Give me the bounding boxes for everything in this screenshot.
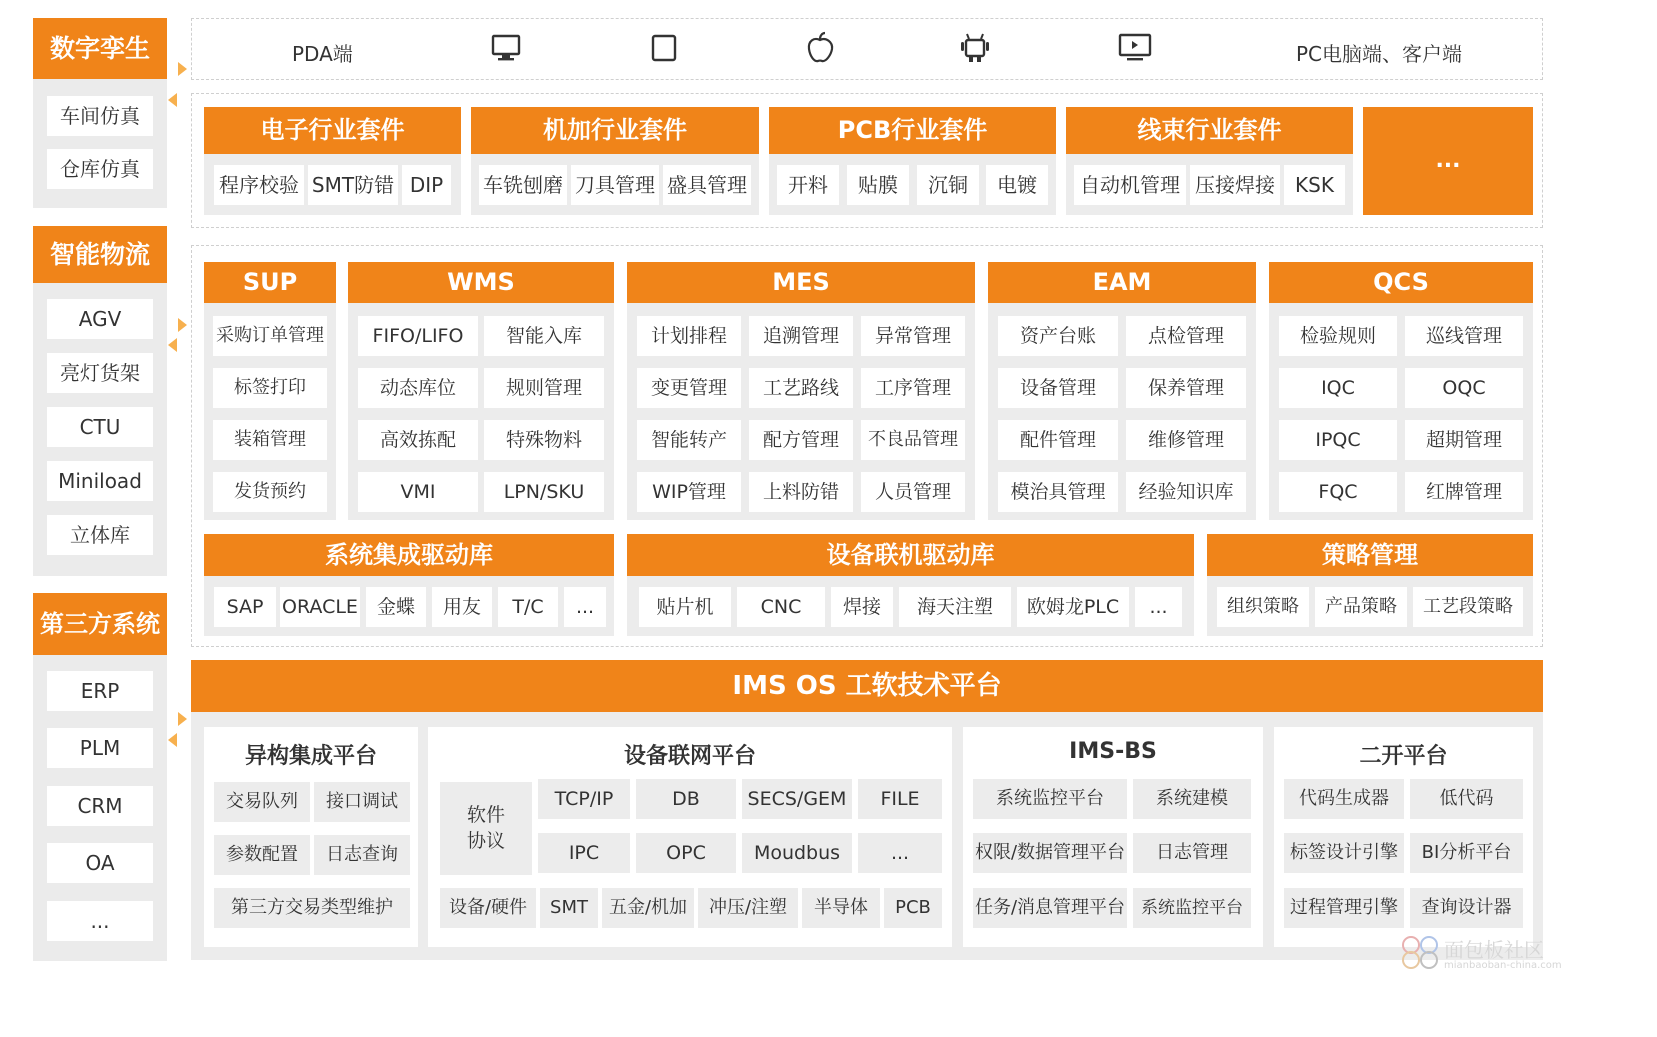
hardware-item: 五金/机加 xyxy=(602,888,694,928)
dev-item: 查询设计器 xyxy=(1410,888,1523,928)
logistics-item: 立体库 xyxy=(47,515,153,555)
pda-label: PDA端 xyxy=(292,42,353,66)
logistics-item: CTU xyxy=(47,407,153,447)
driver-system-integration xyxy=(204,534,614,636)
driver-item: ... xyxy=(564,587,606,627)
hardware-item: SMT xyxy=(540,888,598,928)
module-item: 高效拣配 xyxy=(358,420,478,460)
driver-item: 用友 xyxy=(432,587,492,627)
module-item: IPQC xyxy=(1279,420,1397,460)
protocol-item: SECS/GEM xyxy=(742,779,852,819)
protocol-item: Moudbus xyxy=(742,833,852,873)
module-item: 配件管理 xyxy=(998,420,1118,460)
driver-item: 金蝶 xyxy=(366,587,426,627)
kit-item: 自动机管理 xyxy=(1074,165,1186,205)
module-item: 工艺路线 xyxy=(749,368,853,408)
protocol-item: DB xyxy=(636,779,736,819)
driver-item: ... xyxy=(1135,587,1182,627)
dev-item: BI分析平台 xyxy=(1410,833,1523,873)
kit-item: 车铣刨磨 xyxy=(479,165,567,205)
module-item: 智能入库 xyxy=(484,316,604,356)
module-item: FIFO/LIFO xyxy=(358,316,478,356)
module-item: 追溯管理 xyxy=(749,316,853,356)
protocol-item: IPC xyxy=(538,833,630,873)
module-item: 超期管理 xyxy=(1405,420,1523,460)
module-title: QCS xyxy=(1269,262,1533,303)
kit-item: 刀具管理 xyxy=(571,165,659,205)
kit-item: 程序校验 xyxy=(214,165,304,205)
ims-bs-item: 系统监控平台 xyxy=(973,779,1127,819)
driver-item: T/C xyxy=(498,587,558,627)
module-item: 工序管理 xyxy=(861,368,965,408)
module-sup xyxy=(204,262,336,520)
tv-icon xyxy=(1117,32,1153,64)
arrow-right-icon xyxy=(178,62,187,76)
module-item: 计划排程 xyxy=(637,316,741,356)
digital-twin-item: 仓库仿真 xyxy=(47,149,153,189)
third-party-item: ... xyxy=(47,901,153,941)
apple-icon xyxy=(805,31,835,65)
logistics-item: Miniload xyxy=(47,461,153,501)
third-party-item: ERP xyxy=(47,671,153,711)
driver-item: ORACLE xyxy=(280,587,360,627)
module-item: 经验知识库 xyxy=(1126,472,1246,512)
hardware-item: 半导体 xyxy=(802,888,880,928)
module-item: 资产台账 xyxy=(998,316,1118,356)
ims-bs-item: 任务/消息管理平台 xyxy=(973,888,1127,928)
module-item: 模治具管理 xyxy=(998,472,1118,512)
module-item: FQC xyxy=(1279,472,1397,512)
logistics-panel xyxy=(33,226,167,576)
kit-item: KSK xyxy=(1284,165,1345,205)
module-item: 装箱管理 xyxy=(213,420,327,460)
module-item: 发货预约 xyxy=(213,472,327,512)
third-party-panel xyxy=(33,593,167,961)
module-item: 动态库位 xyxy=(358,368,478,408)
module-item: 巡线管理 xyxy=(1405,316,1523,356)
ims-bs-platform xyxy=(963,727,1263,947)
hetero-platform xyxy=(204,727,418,947)
driver-item: 工艺段策略 xyxy=(1413,587,1523,627)
module-mes xyxy=(627,262,975,520)
module-item: 异常管理 xyxy=(861,316,965,356)
driver-item: 焊接 xyxy=(831,587,893,627)
kit-item: 开料 xyxy=(777,165,839,205)
module-item: 人员管理 xyxy=(861,472,965,512)
module-title: EAM xyxy=(988,262,1256,303)
module-item: 采购订单管理 xyxy=(213,316,327,356)
module-item: 规则管理 xyxy=(484,368,604,408)
driver-strategy xyxy=(1207,534,1533,636)
driver-item: 欧姆龙PLC xyxy=(1017,587,1129,627)
hetero-item: 日志查询 xyxy=(314,835,410,875)
arrow-left-icon xyxy=(168,338,177,352)
driver-device-connection xyxy=(627,534,1194,636)
digital-twin-panel xyxy=(33,18,167,208)
iot-title: 设备联网平台 xyxy=(623,744,756,769)
driver-item: 海天注塑 xyxy=(899,587,1011,627)
kit-item: SMT防错 xyxy=(308,165,398,205)
hardware-item: 设备/硬件 xyxy=(440,888,536,928)
module-item: 红牌管理 xyxy=(1405,472,1523,512)
hetero-item: 接口调试 xyxy=(314,782,410,822)
kit-title: PCB行业套件 xyxy=(769,107,1056,154)
kit-electronics xyxy=(204,107,461,215)
module-wms xyxy=(348,262,614,520)
kit-item: 盛具管理 xyxy=(663,165,751,205)
module-qcs xyxy=(1269,262,1533,520)
kit-title: 电子行业套件 xyxy=(204,107,461,154)
watermark-text: 面包板社区 xyxy=(1444,938,1544,962)
pc-client-label: PC电脑端、客户端 xyxy=(1296,42,1463,66)
watermark-sub: mianbaoban-china.com xyxy=(1444,960,1562,971)
ims-bs-title: IMS-BS xyxy=(1069,739,1157,764)
module-title: SUP xyxy=(204,262,336,303)
digital-twin-title: 数字孪生 xyxy=(33,18,167,79)
protocol-item: OPC xyxy=(636,833,736,873)
driver-item: CNC xyxy=(737,587,825,627)
digital-twin-item: 车间仿真 xyxy=(47,96,153,136)
driver-item: SAP xyxy=(214,587,276,627)
hetero-item: 交易队列 xyxy=(214,782,310,822)
dev-title: 二开平台 xyxy=(1359,744,1448,769)
dev-platform xyxy=(1274,727,1533,947)
watermark-logo-icon xyxy=(1398,932,1442,972)
kit-pcb xyxy=(769,107,1056,215)
module-item: 维修管理 xyxy=(1126,420,1246,460)
arrow-right-icon xyxy=(178,712,187,726)
kit-item: 压接焊接 xyxy=(1190,165,1280,205)
kit-item: 贴膜 xyxy=(847,165,909,205)
module-item: OQC xyxy=(1405,368,1523,408)
kit-item: 沉铜 xyxy=(917,165,979,205)
module-item: VMI xyxy=(358,472,478,512)
kit-harness xyxy=(1066,107,1353,215)
hetero-item: 参数配置 xyxy=(214,835,310,875)
ims-bs-item: 日志管理 xyxy=(1133,833,1251,873)
kit-machining xyxy=(471,107,759,215)
kit-item: DIP xyxy=(402,165,451,205)
module-item: 特殊物料 xyxy=(484,420,604,460)
platform-title: IMS OS 工软技术平台 xyxy=(191,660,1543,712)
dev-item: 低代码 xyxy=(1410,779,1523,819)
module-title: MES xyxy=(627,262,975,303)
protocol-label: 软件 协议 xyxy=(440,782,532,875)
ims-bs-item: 系统监控平台 xyxy=(1133,888,1251,928)
arrow-left-icon xyxy=(168,733,177,747)
hetero-item: 第三方交易类型维护 xyxy=(214,888,410,928)
module-item: 变更管理 xyxy=(637,368,741,408)
third-party-item: OA xyxy=(47,843,153,883)
dev-item: 标签设计引擎 xyxy=(1284,833,1404,873)
protocol-item: FILE xyxy=(858,779,942,819)
module-item: 标签打印 xyxy=(213,368,327,408)
logistics-title: 智能物流 xyxy=(33,226,167,283)
module-item: 设备管理 xyxy=(998,368,1118,408)
logistics-item: AGV xyxy=(47,299,153,339)
kit-title: 线束行业套件 xyxy=(1066,107,1353,154)
third-party-item: PLM xyxy=(47,728,153,768)
driver-title: 策略管理 xyxy=(1207,534,1533,576)
module-item: 不良品管理 xyxy=(861,420,965,460)
module-item: IQC xyxy=(1279,368,1397,408)
kit-more: ... xyxy=(1363,107,1533,215)
iot-platform xyxy=(428,727,952,947)
third-party-title: 第三方系统 xyxy=(33,593,167,655)
android-icon xyxy=(960,30,990,66)
driver-title: 系统集成驱动库 xyxy=(204,534,614,576)
driver-title: 设备联机驱动库 xyxy=(627,534,1194,576)
hetero-title: 异构集成平台 xyxy=(244,744,377,769)
module-item: 保养管理 xyxy=(1126,368,1246,408)
logistics-item: 亮灯货架 xyxy=(47,353,153,393)
arrow-right-icon xyxy=(178,318,187,332)
kit-title: 机加行业套件 xyxy=(471,107,759,154)
tablet-icon xyxy=(650,33,678,63)
arrow-left-icon xyxy=(168,93,177,107)
hardware-item: 冲压/注塑 xyxy=(698,888,798,928)
ims-bs-item: 权限/数据管理平台 xyxy=(973,833,1127,873)
hardware-item: PCB xyxy=(884,888,942,928)
dev-item: 过程管理引擎 xyxy=(1284,888,1404,928)
driver-item: 贴片机 xyxy=(639,587,731,627)
kit-item: 电镀 xyxy=(986,165,1048,205)
module-item: 智能转产 xyxy=(637,420,741,460)
module-item: LPN/SKU xyxy=(484,472,604,512)
dev-item: 代码生成器 xyxy=(1284,779,1404,819)
module-eam xyxy=(988,262,1256,520)
module-item: 点检管理 xyxy=(1126,316,1246,356)
module-item: WIP管理 xyxy=(637,472,741,512)
protocol-item: ... xyxy=(858,833,942,873)
module-item: 检验规则 xyxy=(1279,316,1397,356)
module-item: 上料防错 xyxy=(749,472,853,512)
module-title: WMS xyxy=(348,262,614,303)
third-party-item: CRM xyxy=(47,786,153,826)
driver-item: 组织策略 xyxy=(1217,587,1309,627)
ims-bs-item: 系统建模 xyxy=(1133,779,1251,819)
protocol-item: TCP/IP xyxy=(538,779,630,819)
monitor-icon xyxy=(490,33,522,63)
driver-item: 产品策略 xyxy=(1315,587,1407,627)
module-item: 配方管理 xyxy=(749,420,853,460)
